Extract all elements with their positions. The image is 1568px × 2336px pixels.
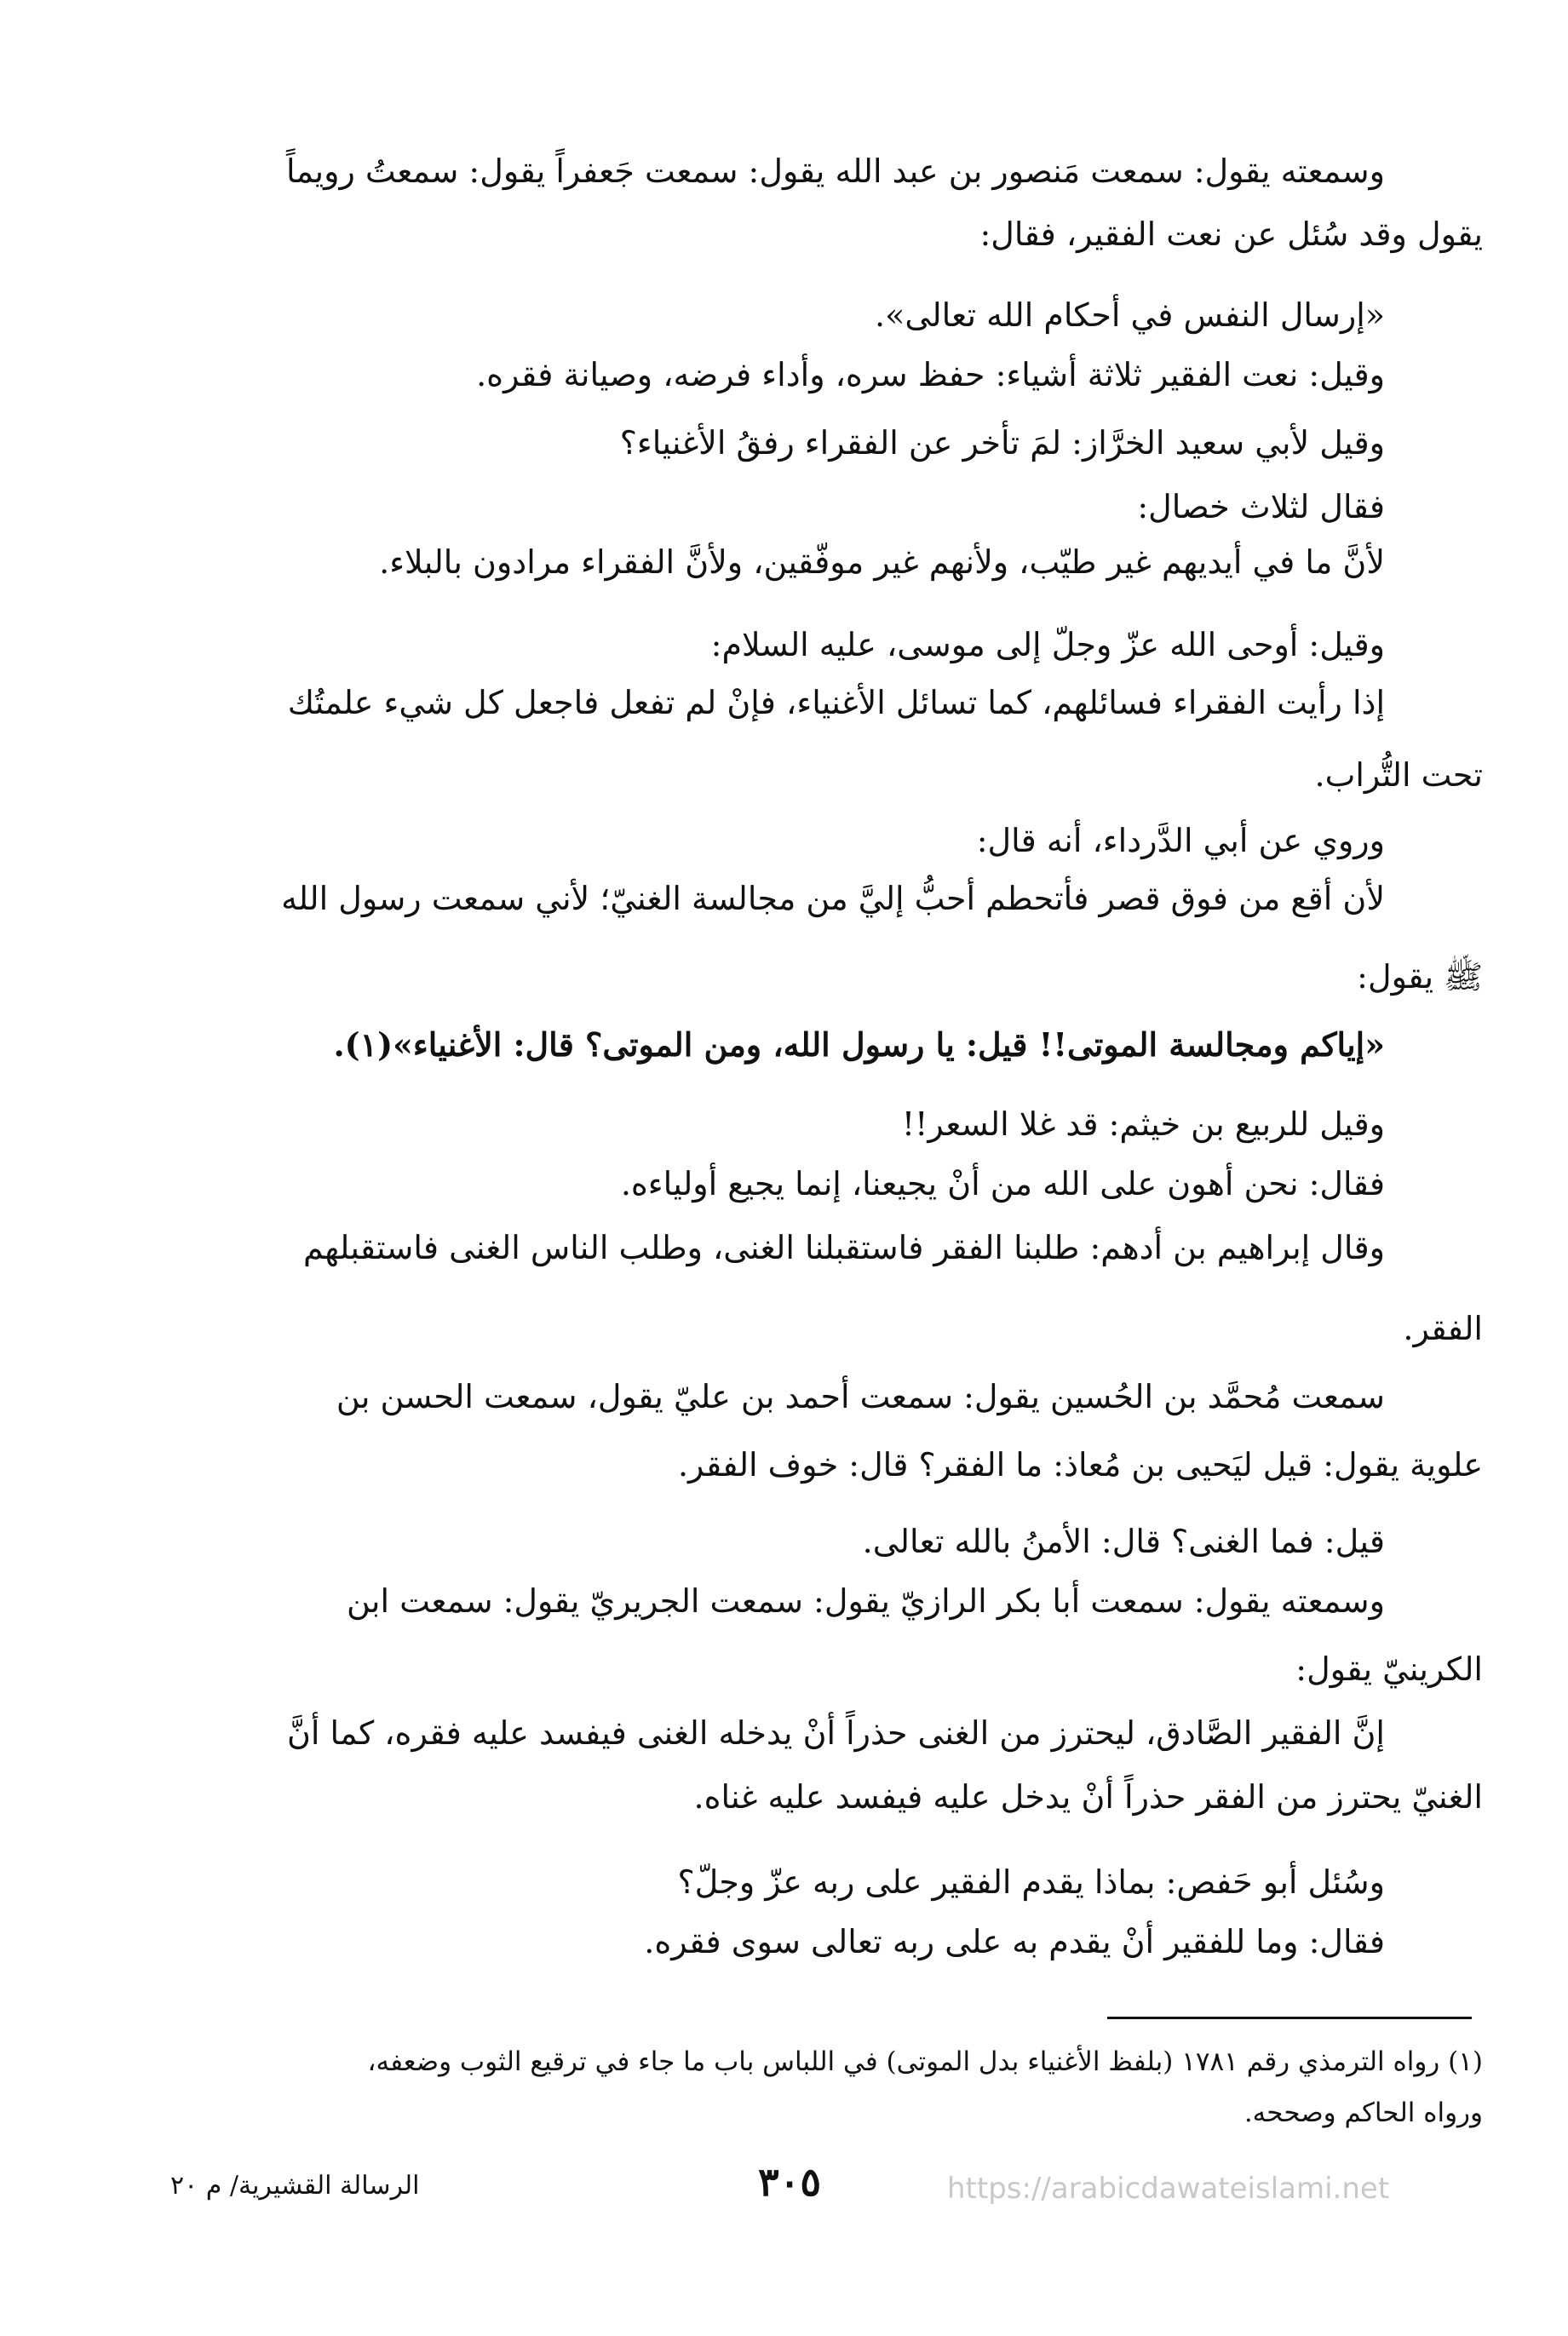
text-line-19: سمعت مُحمَّد بن الحُسين يقول: سمعت أحمد بن عليّ يقول، سمعت الحسن بن	[336, 1378, 1385, 1415]
text-line-22: وسمعته يقول: سمعت أبا بكر الرازيّ يقول: سمعت الجريريّ يقول: سمعت ابن	[346, 1582, 1385, 1620]
footnote-line-2: ورواه الحاكم وصححه.	[1243, 2098, 1483, 2128]
text-line-1: وسمعته يقول: سمعت مَنصور بن عبد الله يقول: سمعت جَعفراً يقول: سمعتُ رويماً	[286, 152, 1385, 190]
footnote-line-1: (١) رواه الترمذي رقم ١٧٨١ (بلفظ الأغنياء بدل الموتى) في اللباس باب ما جاء في ترقيع الثوب وضعفه،	[367, 2046, 1483, 2077]
text-line-7: لأنَّ ما في أيديهم غير طيّب، ولأنهم غير موفّقين، ولأنَّ الفقراء مرادون بالبلاء.	[379, 543, 1385, 581]
text-line-18: الفقر.	[1403, 1310, 1483, 1347]
footnote-separator	[1107, 2017, 1472, 2019]
text-line-16: فقال: نحن أهون على الله من أنْ يجيعنا، إنما يجيع أولياءه.	[620, 1165, 1385, 1202]
text-line-3: «إرسال النفس في أحكام الله تعالى».	[875, 296, 1385, 334]
text-line-27: فقال: وما للفقير أنْ يقدم به على ربه تعالى سوى فقره.	[644, 1923, 1385, 1960]
running-title: الرسالة القشيرية/ م ٢٠	[170, 2171, 420, 2201]
text-line-2: يقول وقد سُئل عن نعت الفقير، فقال:	[979, 215, 1483, 253]
text-line-17: وقال إبراهيم بن أدهم: طلبنا الفقر فاستقبلنا الغنى، وطلب الناس الغنى فاستقبلهم	[302, 1229, 1385, 1266]
hadith-line: «إياكم ومجالسة الموتى!! قيل: يا رسول الله، ومن الموتى؟ قال: الأغنياء»(١).	[333, 1025, 1385, 1064]
text-line-13: ﷺ يقول:	[1357, 958, 1483, 996]
text-line-12: لأن أقع من فوق قصر فأتحطم أحبُّ إليَّ من مجالسة الغنيّ؛ لأني سمعت رسول الله	[281, 880, 1385, 917]
text-line-8: وقيل: أوحى الله عزّ وجلّ إلى موسى، عليه السلام:	[710, 626, 1385, 663]
text-line-5: وقيل لأبي سعيد الخرَّاز: لمَ تأخر عن الفقراء رفقُ الأغنياء؟	[619, 424, 1385, 462]
text-line-15: وقيل للربيع بن خيثم: قد غلا السعر!!	[901, 1105, 1385, 1143]
text-line-21: قيل: فما الغنى؟ قال: الأمنُ بالله تعالى.	[862, 1523, 1385, 1560]
page-number: ٣٠٥	[758, 2159, 822, 2205]
text-line-26: وسُئل أبو حَفص: بماذا يقدم الفقير على ربه عزّ وجلّ؟	[677, 1863, 1385, 1901]
text-line-6: فقال لثلاث خصال:	[1137, 488, 1385, 525]
text-line-4: وقيل: نعت الفقير ثلاثة أشياء: حفظ سره، وأداء فرضه، وصيانة فقره.	[476, 356, 1385, 393]
text-line-25: الغنيّ يحترز من الفقر حذراً أنْ يدخل عليه فيفسد عليه غناه.	[693, 1778, 1483, 1816]
text-line-23: الكرينيّ يقول:	[1295, 1650, 1483, 1688]
text-line-9: إذا رأيت الفقراء فسائلهم، كما تسائل الأغنياء، فإنْ لم تفعل فاجعل كل شيء علمتُك	[287, 684, 1385, 721]
text-line-20: علوية يقول: قيل ليَحيى بن مُعاذ: ما الفقر؟ قال: خوف الفقر.	[677, 1446, 1483, 1484]
text-line-10: تحت التُّراب.	[1314, 756, 1483, 794]
text-line-11: وروي عن أبي الدَّرداء، أنه قال:	[976, 822, 1385, 859]
text-line-24: إنَّ الفقير الصَّادق، ليحترز من الغنى حذراً أنْ يدخله الغنى فيفسد عليه فقره، كما أنَّ	[287, 1714, 1385, 1752]
watermark-url: https://arabicdawateislami.net	[947, 2172, 1390, 2206]
